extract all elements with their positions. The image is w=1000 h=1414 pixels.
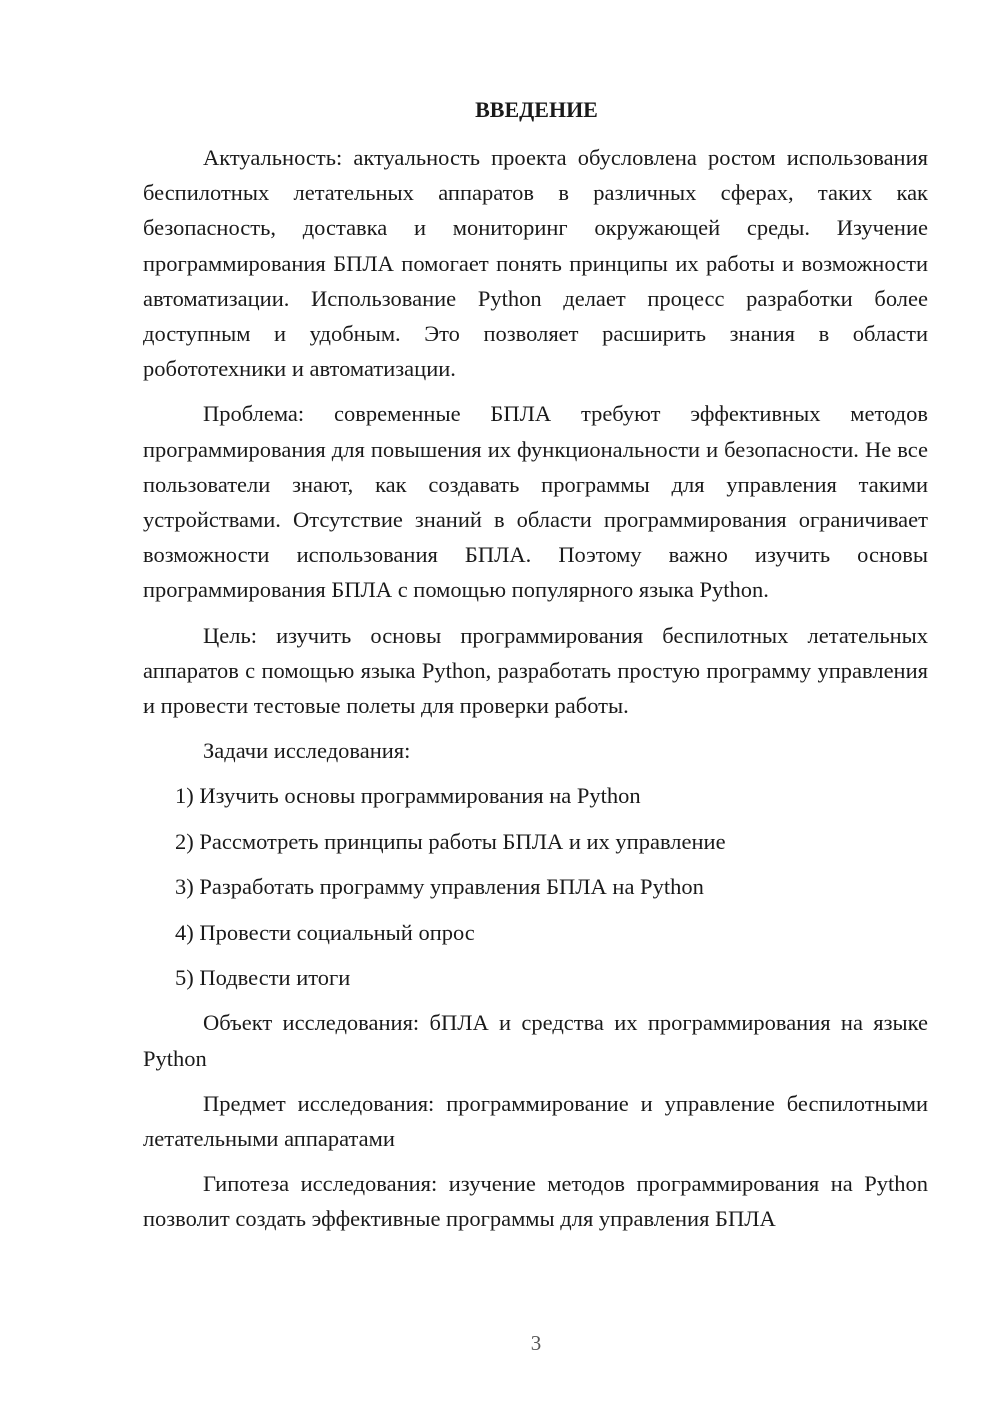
task-item: 2) Рассмотреть принципы работы БПЛА и их управление [175,828,726,854]
tasks-heading: Задачи исследования: [203,738,411,764]
page-title: ВВЕДЕНИЕ [475,97,598,122]
task-item: 1) Изучить основы программирования на Python [175,783,641,809]
paragraph-relevance: Актуальность: актуальность проекта обусловлена ростом использования беспилотных летательных аппаратов в различных сферах, таких как безопасность, доставка и мониторинг окружающей среды. Изучение программирования БПЛА помогает понять принципы их работы и возможности автоматизации. Использование Python делает процесс разработки более доступным и удобным. Это позволяет расширить знания в области робототехники и автоматизации. [143,145,928,382]
task-item: 5) Подвести итоги [175,965,351,991]
paragraph-subject: Предмет исследования: программирование и управление беспилотными летательными аппаратами [143,1090,928,1152]
paragraph-goal: Цель: изучить основы программирования беспилотных летательных аппаратов с помощью языка Python, разработать простую программу управления и провести тестовые полеты для проверки работы. [143,622,928,719]
page-number: 3 [530,1331,542,1355]
task-item: 3) Разработать программу управления БПЛА на Python [175,874,704,900]
tasks-list [143,778,928,995]
paragraph-hypothesis: Гипотеза исследования: изучение методов программирования на Python позволит создать эффективные программы для управления БПЛА [143,1171,928,1232]
task-item: 4) Провести социальный опрос [175,919,475,945]
paragraph-object: Объект исследования: бПЛА и средства их программирования на языке Python [143,1010,928,1071]
paragraph-problem: Проблема: современные БПЛА требуют эффективных методов программирования для повышения их функциональности и безопасности. Не все пользователи знают, как создавать программы для управления такими устройствами. Отсутствие знаний в области программирования ограничивает возможности использования БПЛА. Поэтому важно изучить основы программирования БПЛА с помощью популярного языка Python. [143,401,928,603]
document-page [143,90,928,1247]
